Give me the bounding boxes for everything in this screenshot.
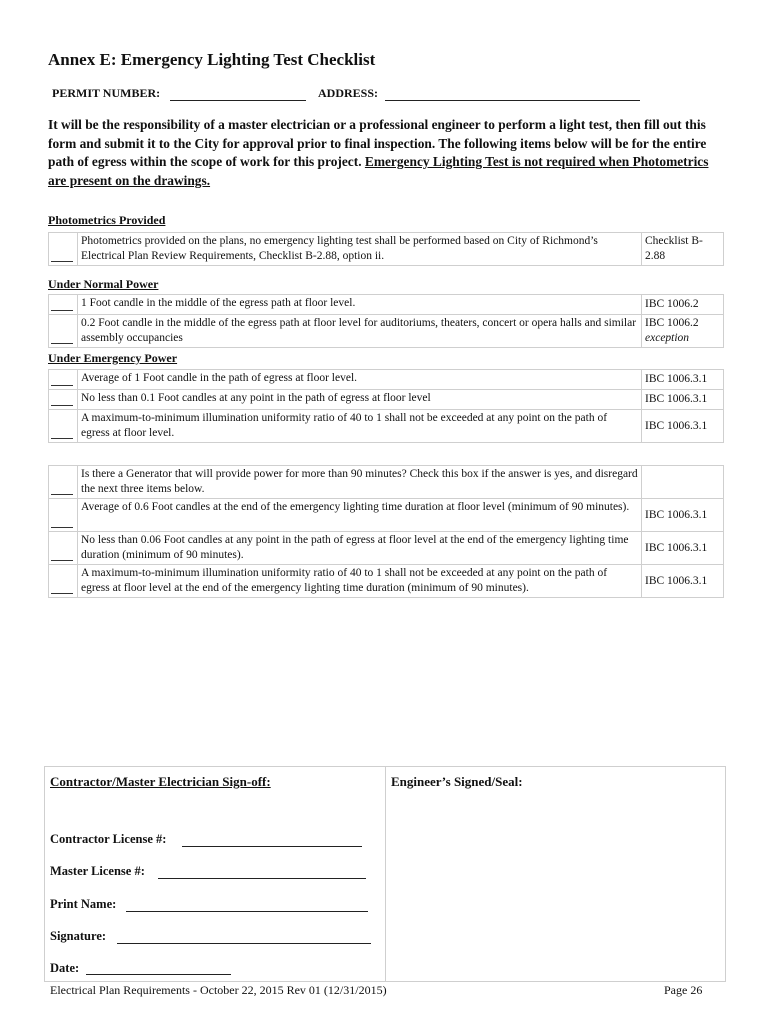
- item-reference: IBC 1006.3.1: [642, 499, 724, 532]
- item-reference: IBC 1006.3.1: [642, 532, 724, 565]
- check-blank[interactable]: [49, 233, 78, 266]
- item-reference: IBC 1006.3.1: [642, 390, 724, 410]
- date-label: Date:: [50, 961, 80, 975]
- section-heading-photometrics: Photometrics Provided: [48, 213, 166, 227]
- check-blank[interactable]: [49, 532, 78, 565]
- section-heading-emergency-power: Under Emergency Power: [48, 351, 178, 365]
- signoff-divider: [385, 767, 386, 981]
- table-row: [49, 499, 724, 532]
- permit-number-field[interactable]: [170, 100, 306, 101]
- print-name-field[interactable]: [126, 911, 368, 912]
- item-text: A maximum-to-minimum illumination uniformity ratio of 40 to 1 shall not be exceeded at any point on the path of egress at floor level.: [78, 410, 642, 443]
- item-text: Is there a Generator that will provide power for more than 90 minutes? Check this box if the answer is yes, and disregard the next three items below.: [78, 466, 642, 499]
- table-row: [49, 295, 724, 315]
- item-text: 1 Foot candle in the middle of the egress path at floor level.: [78, 295, 642, 315]
- address-field[interactable]: [385, 100, 640, 101]
- table-row: [49, 532, 724, 565]
- footer-page-number: Page 26: [664, 983, 703, 997]
- master-license-field[interactable]: [158, 878, 366, 879]
- emergency-power-table: [48, 369, 724, 443]
- item-text: 0.2 Foot candle in the middle of the egress path at floor level for auditoriums, theaters, concert or opera halls and similar assembly occupancies: [78, 315, 642, 348]
- item-reference: IBC 1006.3.1: [642, 370, 724, 390]
- intro-text: It will be the responsibility of a master electrician or a professional engineer to perform a light test, then fill out this form and submit it to the City for approval prior to final inspection. The following items below will be for the entire path of egress within the scope of work for this project.: [48, 117, 707, 169]
- check-blank[interactable]: [49, 295, 78, 315]
- item-reference: IBC 1006.3.1: [642, 410, 724, 443]
- address-label: ADDRESS:: [318, 86, 379, 100]
- page-title: Annex E: Emergency Lighting Test Checklist: [48, 50, 376, 69]
- table-row: [49, 410, 724, 443]
- signoff-box: [44, 766, 726, 982]
- print-name-label: Print Name:: [50, 897, 117, 911]
- normal-power-table: [48, 294, 724, 348]
- contractor-signoff-heading: Contractor/Master Electrician Sign-off:: [50, 774, 271, 789]
- item-text: No less than 0.1 Foot candles at any point in the path of egress at floor level: [78, 390, 642, 410]
- signature-label: Signature:: [50, 929, 107, 943]
- intro-paragraph: [48, 116, 728, 190]
- master-license-label: Master License #:: [50, 864, 145, 878]
- item-text: A maximum-to-minimum illumination uniformity ratio of 40 to 1 shall not be exceeded at any point on the path of egress at floor level at the end of the emergency lighting time duration (minimum of 90 minutes).: [78, 565, 642, 598]
- generator-table: [48, 465, 724, 598]
- item-reference: IBC 1006.2: [642, 295, 724, 315]
- item-reference: Checklist B-2.88: [642, 233, 724, 266]
- item-text: No less than 0.06 Foot candles at any point in the path of egress at floor level at the end of the emergency lighting time duration (minimum of 90 minutes).: [78, 532, 642, 565]
- item-reference: [642, 466, 724, 499]
- table-row: [49, 370, 724, 390]
- table-row: [49, 565, 724, 598]
- check-blank[interactable]: [49, 565, 78, 598]
- date-field[interactable]: [86, 974, 231, 975]
- permit-number-label: PERMIT NUMBER:: [52, 86, 161, 100]
- signature-field[interactable]: [117, 943, 371, 944]
- section-heading-normal-power: Under Normal Power: [48, 277, 159, 291]
- contractor-license-field[interactable]: [182, 846, 362, 847]
- table-row: [49, 315, 724, 348]
- item-text: Average of 1 Foot candle in the path of egress at floor level.: [78, 370, 642, 390]
- check-blank[interactable]: [49, 499, 78, 532]
- item-reference: [642, 315, 724, 348]
- item-reference: IBC 1006.3.1: [642, 565, 724, 598]
- check-blank[interactable]: [49, 466, 78, 499]
- item-text: Average of 0.6 Foot candles at the end of the emergency lighting time duration at floor level (minimum of 90 minutes).: [78, 499, 642, 532]
- engineer-seal-heading: Engineer’s Signed/Seal:: [391, 774, 523, 789]
- check-blank[interactable]: [49, 370, 78, 390]
- table-row: [49, 390, 724, 410]
- check-blank[interactable]: [49, 410, 78, 443]
- item-reference-code: IBC 1006.2: [645, 317, 699, 329]
- photometrics-table: [48, 232, 724, 266]
- intro-underlined-note: Emergency Lighting Test is not required when Photometrics are present on the drawings.: [48, 154, 709, 188]
- contractor-license-label: Contractor License #:: [50, 832, 167, 846]
- table-row: [49, 233, 724, 266]
- item-text: Photometrics provided on the plans, no emergency lighting test shall be performed based on City of Richmond’s Electrical Plan Review Requirements, Checklist B-2.88, option ii.: [78, 233, 642, 266]
- check-blank[interactable]: [49, 390, 78, 410]
- item-reference-note: exception: [645, 332, 690, 344]
- footer-left: Electrical Plan Requirements - October 22, 2015 Rev 01 (12/31/2015): [50, 983, 387, 997]
- check-blank[interactable]: [49, 315, 78, 348]
- table-row: [49, 466, 724, 499]
